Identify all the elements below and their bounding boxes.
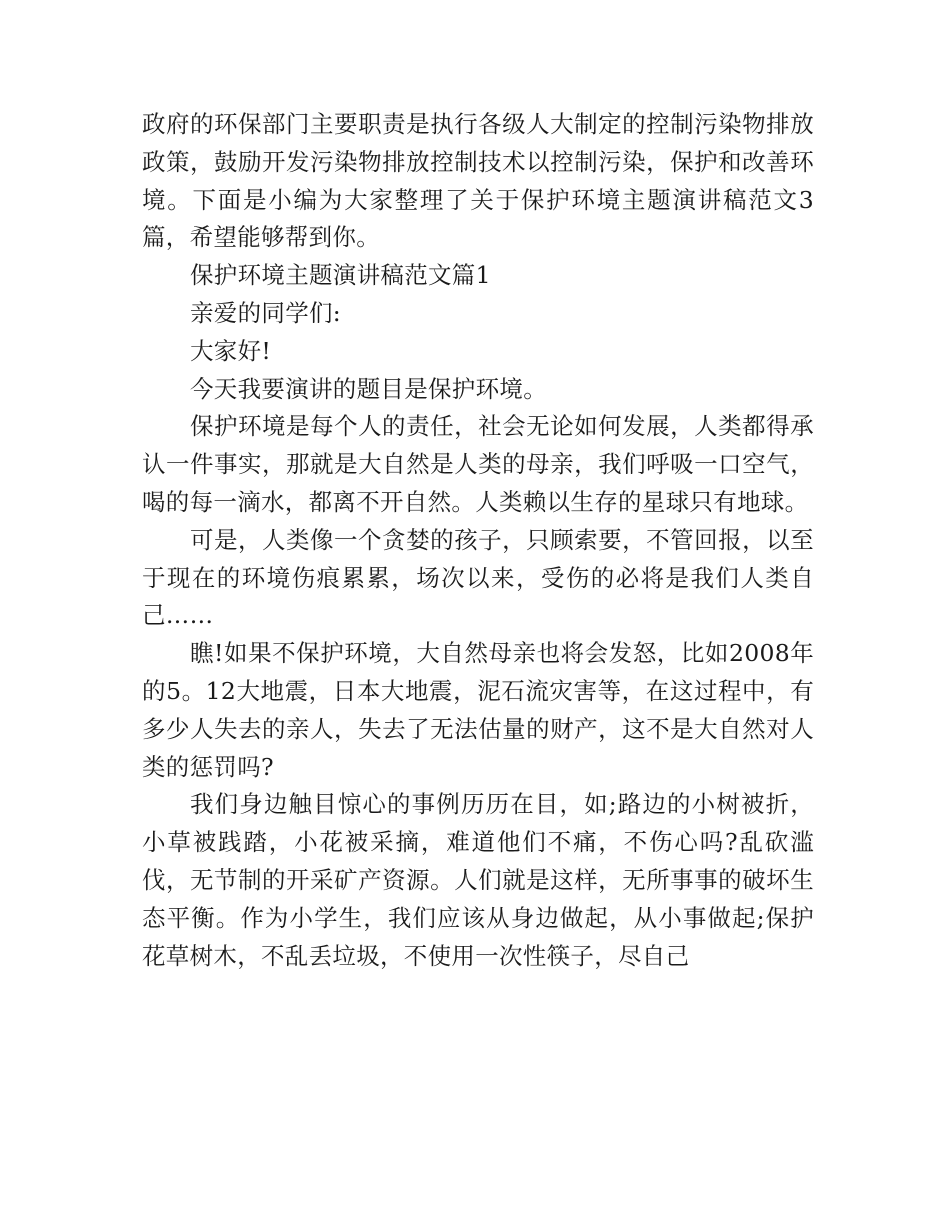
body-paragraph: 可是，人类像一个贪婪的孩子，只顾索要，不管回报，以至于现在的环境伤痕累累，场次以来，受伤的必将是我们人类自己…… xyxy=(142,525,814,630)
body-paragraph: 瞧!如果不保护环境，大自然母亲也将会发怒，比如2008年的5。12大地震，日本大地震，泥石流灾害等，在这过程中，有多少人失去的亲人，失去了无法估量的财产，这不是大自然对人类的惩罚吗? xyxy=(142,639,814,781)
section-heading: 保护环境主题演讲稿范文篇1 xyxy=(190,261,491,290)
greeting: 大家好! xyxy=(190,336,272,365)
intro-paragraph: 政府的环保部门主要职责是执行各级人大制定的控制污染物排放政策，鼓励开发污染物排放控制技术以控制污染，保护和改善环境。下面是小编为大家整理了关于保护环境主题演讲稿范文3篇，希望能够帮到你。 xyxy=(142,110,814,252)
body-paragraph: 保护环境是每个人的责任，社会无论如何发展，人类都得承认一件事实，那就是大自然是人类的母亲，我们呼吸一口空气，喝的每一滴水，都离不开自然。人类赖以生存的星球只有地球。 xyxy=(142,412,814,516)
body-paragraph: 我们身边触目惊心的事例历历在目，如;路边的小树被折，小草被践踏，小花被采摘，难道他们不痛，不伤心吗?乱砍滥伐，无节制的开采矿产资源。人们就是这样，无所事事的破坏生态平衡。作为小学生，我们应该从身边做起，从小事做起;保护花草树木，不乱丢垃圾，不使用一次性筷子，尽自己 xyxy=(142,790,814,970)
topic-paragraph: 今天我要演讲的题目是保护环境。 xyxy=(190,374,547,403)
salutation: 亲爱的同学们: xyxy=(190,298,342,327)
document-body xyxy=(142,106,814,975)
